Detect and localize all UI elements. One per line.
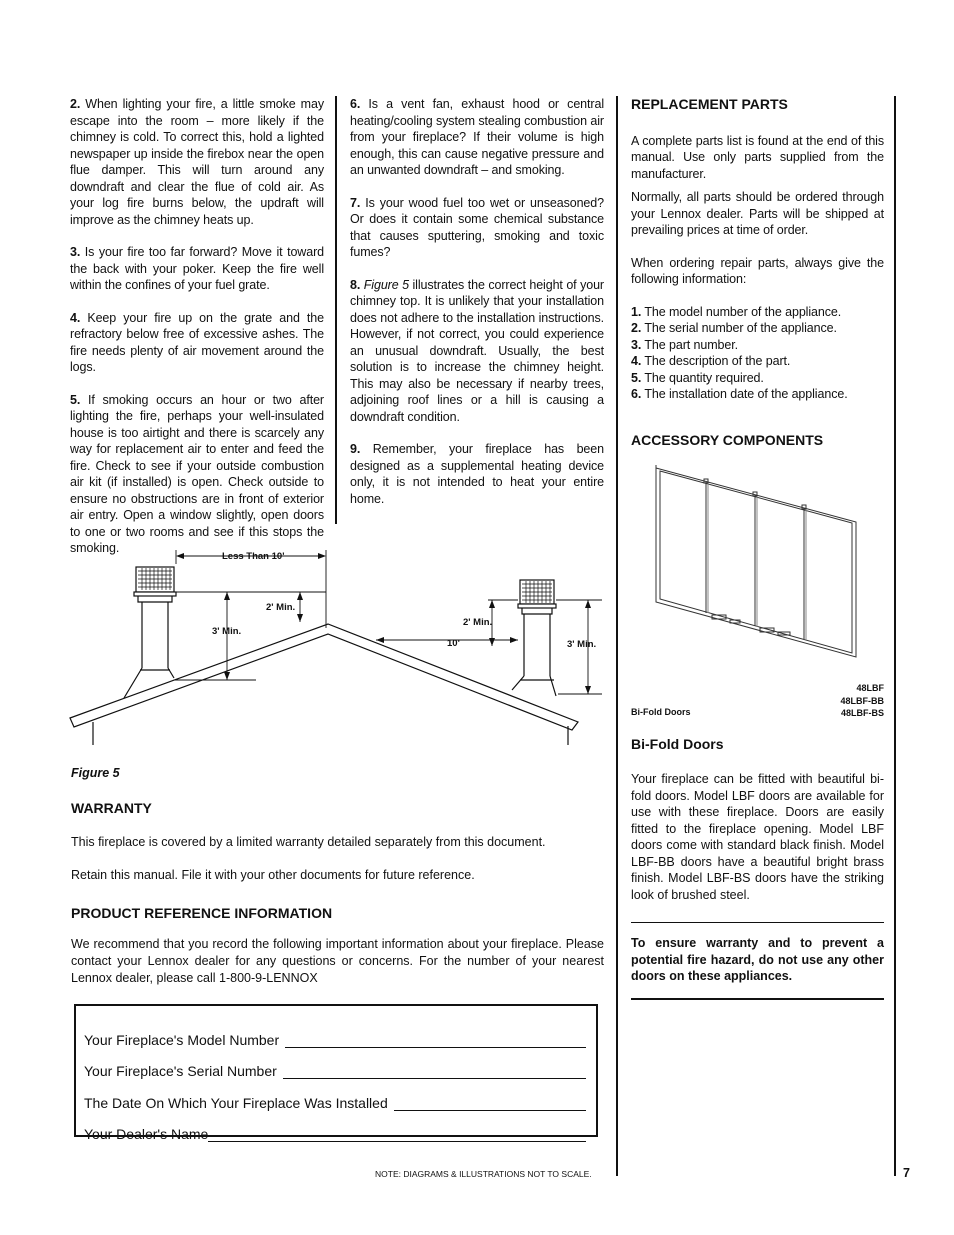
label-2-min-left: 2' Min. xyxy=(266,602,296,613)
model-48lbf-bb: 48LBF-BB xyxy=(840,695,884,706)
item-number: 9. xyxy=(350,442,361,456)
install-date-blank[interactable] xyxy=(394,1096,586,1111)
chimney-height-diagram xyxy=(60,540,610,755)
paragraph-text: Remember, your fireplace has been designed as a supplemental heating device only, it is not intended to heat your entire home. xyxy=(350,442,604,506)
warning-text: To ensure warranty and to prevent a potential fire hazard, do not use any other doors on these appliances. xyxy=(631,936,884,983)
serial-number-row xyxy=(84,1048,586,1080)
model-48lbf: 48LBF xyxy=(856,683,884,693)
paragraph-text: illustrates the correct height of your chimney top. It is unlikely that your installation does not adhere to the installation instructions. However, if not correct, you could experience an unusual downdraft. Usually, the best solution is to increase the chimney height. This may also be necessary if nearby trees, adjoining roof lines or a hill is causing a downdraft condition. xyxy=(350,277,604,424)
product-reference-text: We recommend that you record the following important information about your fireplace. Please contact your Lennox dealer for any questions or concerns. For the number of your nearest Lennox dealer, please call 1-800-9-LENNOX xyxy=(71,937,604,985)
column-right xyxy=(631,96,884,403)
arrowheads xyxy=(176,553,591,694)
parts-info-list xyxy=(631,304,884,403)
warning-box xyxy=(631,922,884,1000)
paragraph-8 xyxy=(350,277,604,426)
replacement-text-3: When ordering repair parts, always give the following information: xyxy=(631,255,884,286)
chimney-right xyxy=(512,580,556,696)
item-number: 5. xyxy=(70,392,81,407)
paragraph-7 xyxy=(350,195,604,261)
label-3-min-right: 3' Min. xyxy=(567,639,597,650)
model-48lbf-bs: 48LBF-BS xyxy=(840,708,884,718)
serial-number-blank[interactable] xyxy=(283,1064,586,1079)
paragraph-2 xyxy=(70,96,324,228)
paragraph-4 xyxy=(70,310,324,376)
dealer-name-row xyxy=(84,1111,586,1143)
install-date-row xyxy=(84,1079,586,1111)
page-edge-line xyxy=(894,96,896,1176)
item-number: 7. xyxy=(350,195,361,210)
column-middle xyxy=(350,96,604,523)
item-number: 8. xyxy=(350,277,361,292)
model-number-label: Your Fireplace's Model Number xyxy=(84,1031,280,1048)
column-left xyxy=(70,96,324,573)
column-divider-right xyxy=(616,96,618,1176)
product-reference-heading: PRODUCT REFERENCE INFORMATION xyxy=(71,905,333,921)
product-info-form xyxy=(74,1004,598,1142)
list-item: 1. The model number of the appliance. xyxy=(631,304,842,319)
footer-note: NOTE: DIAGRAMS & ILLUSTRATIONS NOT TO SCALE. xyxy=(375,1169,592,1179)
paragraph-9 xyxy=(350,441,604,507)
paragraph-text: When lighting your fire, a little smoke may escape into the room – more likely if the chimney is cold. To correct this, hold a lighted newspaper up inside the firebox near the open flue damper. This will turn around any downdraft and clear the flue of cold air. As your log fire burns below, the updraft will improve as the chimney heats up. xyxy=(70,97,324,227)
dealer-name-label: Your Dealer's Name xyxy=(84,1126,209,1142)
column-divider xyxy=(335,96,337,524)
paragraph-text: Is your fire too far forward? Move it toward the back with your poker. Keep the fire well within the confines of your fuel grate. xyxy=(70,245,324,292)
item-number: 3. xyxy=(70,245,81,259)
model-number-row xyxy=(84,1016,586,1048)
replacement-parts-heading: REPLACEMENT PARTS xyxy=(631,96,788,112)
paragraph-3 xyxy=(70,244,324,294)
paragraph-6 xyxy=(350,96,604,179)
dimension-lines xyxy=(174,550,602,694)
item-number: 4. xyxy=(70,310,81,325)
paragraph-text: If smoking occurs an hour or two after lighting the fire, perhaps your well-insulated house is too airtight and there is scarcely any way for replacement air to enter and feed the fire. Check to see if your outside combustion air kit (if installed) is open. Check outside to ensure no obstructions are in front of exterior air entry. Open a window slightly, open doors to one or two rooms and see if this stops the smoking. xyxy=(70,392,324,555)
label-3-min-left: 3' Min. xyxy=(212,626,242,637)
paragraph-5 xyxy=(70,392,324,557)
chimney-left xyxy=(124,567,176,698)
replacement-text-1: A complete parts list is found at the end of this manual. Use only parts supplied from the manufacturer. xyxy=(631,133,884,181)
figure-reference: Figure 5 xyxy=(363,277,409,292)
list-item: 6. The installation date of the appliance. xyxy=(631,387,848,401)
bifold-doors-text: Your fireplace can be fitted with beautiful bi-fold doors. Model LBF doors are available for use with these fireplace. Doors are easily fitted to the fireplace opening. Model LBF doors come with standard black finish. Model LBF-BB doors have a beautiful bright brass finish. Model LBF-BS doors have the striking look of brushed steel. xyxy=(631,772,884,902)
warranty-heading: WARRANTY xyxy=(71,800,152,816)
dealer-name-blank[interactable] xyxy=(208,1127,586,1142)
list-item: 5. The quantity required. xyxy=(631,370,764,385)
label-10-ft: 10' xyxy=(447,638,460,649)
figure-caption: Figure 5 xyxy=(71,766,120,780)
paragraph-text: Is your wood fuel too wet or unseasoned? Or does it contain some chemical substance that causes sputtering, smoking and toxic fumes? xyxy=(350,195,604,259)
list-item: 4. The description of the part. xyxy=(631,354,791,368)
list-item: 2. The serial number of the appliance. xyxy=(631,321,837,335)
accessory-components-heading: ACCESSORY COMPONENTS xyxy=(631,432,824,448)
bifold-doors-subheading: Bi-Fold Doors xyxy=(631,736,724,752)
warranty-text-1: This fireplace is covered by a limited warranty detailed separately from this document. xyxy=(71,835,546,849)
page-number: 7 xyxy=(903,1166,910,1180)
item-number: 2. xyxy=(70,97,81,111)
label-2-min-right: 2' Min. xyxy=(463,617,493,628)
list-item: 3. The part number. xyxy=(631,337,738,352)
model-list xyxy=(800,682,884,720)
bifold-caption: Bi-Fold Doors xyxy=(631,707,691,717)
paragraph-text: Keep your fire up on the grate and the refractory below free of excessive ashes. The fire needs plenty of air movement around the logs. xyxy=(70,310,324,374)
paragraph-text: Is a vent fan, exhaust hood or central heating/cooling system stealing combustion air from your fireplace? If their volume is high enough, this can cause negative pressure and an unwanted downdraft – and smoking. xyxy=(350,97,604,177)
warranty-text-2: Retain this manual. File it with your other documents for future reference. xyxy=(71,868,475,882)
replacement-text-2: Normally, all parts should be ordered through your Lennox dealer. Parts will be shipped at prevailing prices at time of order. xyxy=(631,190,884,237)
bifold-doors-illustration xyxy=(648,462,862,662)
serial-number-label: Your Fireplace's Serial Number xyxy=(84,1063,277,1079)
label-less-than-10: Less Than 10' xyxy=(222,551,285,562)
model-number-blank[interactable] xyxy=(285,1033,586,1048)
item-number: 6. xyxy=(350,97,361,111)
install-date-label: The Date On Which Your Fireplace Was Installed xyxy=(84,1094,388,1111)
